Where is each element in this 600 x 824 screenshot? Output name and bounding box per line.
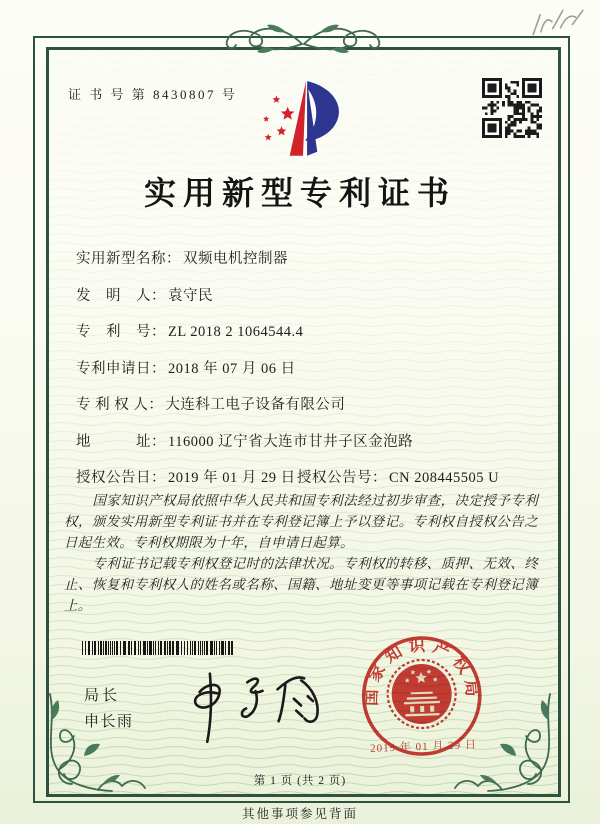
field-value: CN 208445505 U xyxy=(389,470,500,486)
field-row-patentee xyxy=(76,393,345,414)
director-name: 申长雨 xyxy=(84,714,134,730)
field-label: 专 利 权 人： xyxy=(76,397,164,413)
director-title: 局长 xyxy=(84,688,121,704)
director-signature xyxy=(177,657,340,751)
legal-paragraph: 国家知识产权局依照中华人民共和国专利法经过初步审查，决定授予专利权，颁发实用新型专利证书并在专利登记簿上予以登记。专利权自授权公告之日起生效。专利权期限为十年，自申请日起算。 xyxy=(64,493,538,550)
seal-ring-text: 国家知识产权局 xyxy=(361,635,483,707)
cnipa-logo-icon xyxy=(258,74,350,166)
logo-stars xyxy=(263,95,294,140)
field-value: 2019 年 01 月 29 日 xyxy=(168,470,296,486)
official-seal xyxy=(344,625,499,780)
back-side-note: 其他事项参见背面 xyxy=(241,807,358,821)
field-row-patent-number xyxy=(76,320,303,341)
field-label: 实用新型名称： xyxy=(76,251,181,267)
qr-code xyxy=(482,78,542,138)
certificate-title: 实用新型专利证书 xyxy=(143,175,456,211)
certificate-number: 证 书 号 第 8430807 号 xyxy=(68,87,238,102)
field-value: 大连科工电子设备有限公司 xyxy=(165,397,346,413)
field-label: 专 利 号： xyxy=(76,324,166,340)
page-number: 第 1 页 (共 2 页) xyxy=(253,775,347,787)
field-label: 授权公告日： xyxy=(76,470,166,486)
field-row-name xyxy=(76,247,288,268)
field-value: 116000 辽宁省大连市甘井子区金泡路 xyxy=(168,434,414,450)
field-row-address xyxy=(76,430,413,451)
field-value: 袁守民 xyxy=(168,288,213,304)
barcode xyxy=(82,641,233,655)
field-row-grant-date xyxy=(76,466,296,487)
field-label: 发 明 人： xyxy=(76,288,166,304)
field-value: 2018 年 07 月 06 日 xyxy=(168,361,296,377)
legal-text xyxy=(64,490,538,616)
field-row-inventor xyxy=(76,284,213,305)
field-value: ZL 2018 2 1064544.4 xyxy=(168,324,304,340)
floral-top-ornament xyxy=(208,16,398,62)
legal-paragraph: 专利证书记载专利权登记时的法律状况。专利权的转移、质押、无效、终止、恢复和专利权人的姓名或名称、国籍、地址变更等事项记载在专利登记簿上。 xyxy=(64,556,538,613)
field-label: 授权公告号： xyxy=(297,470,387,486)
field-label: 地 址： xyxy=(76,434,166,450)
seal-date: 2019 年 01 月 29 日 xyxy=(369,739,478,755)
field-label: 专利申请日： xyxy=(76,361,166,377)
field-row-grant-number xyxy=(297,466,499,487)
pencil-scribble-mark xyxy=(524,1,591,43)
field-value: 双频电机控制器 xyxy=(183,251,288,267)
field-row-filing-date xyxy=(76,357,296,378)
